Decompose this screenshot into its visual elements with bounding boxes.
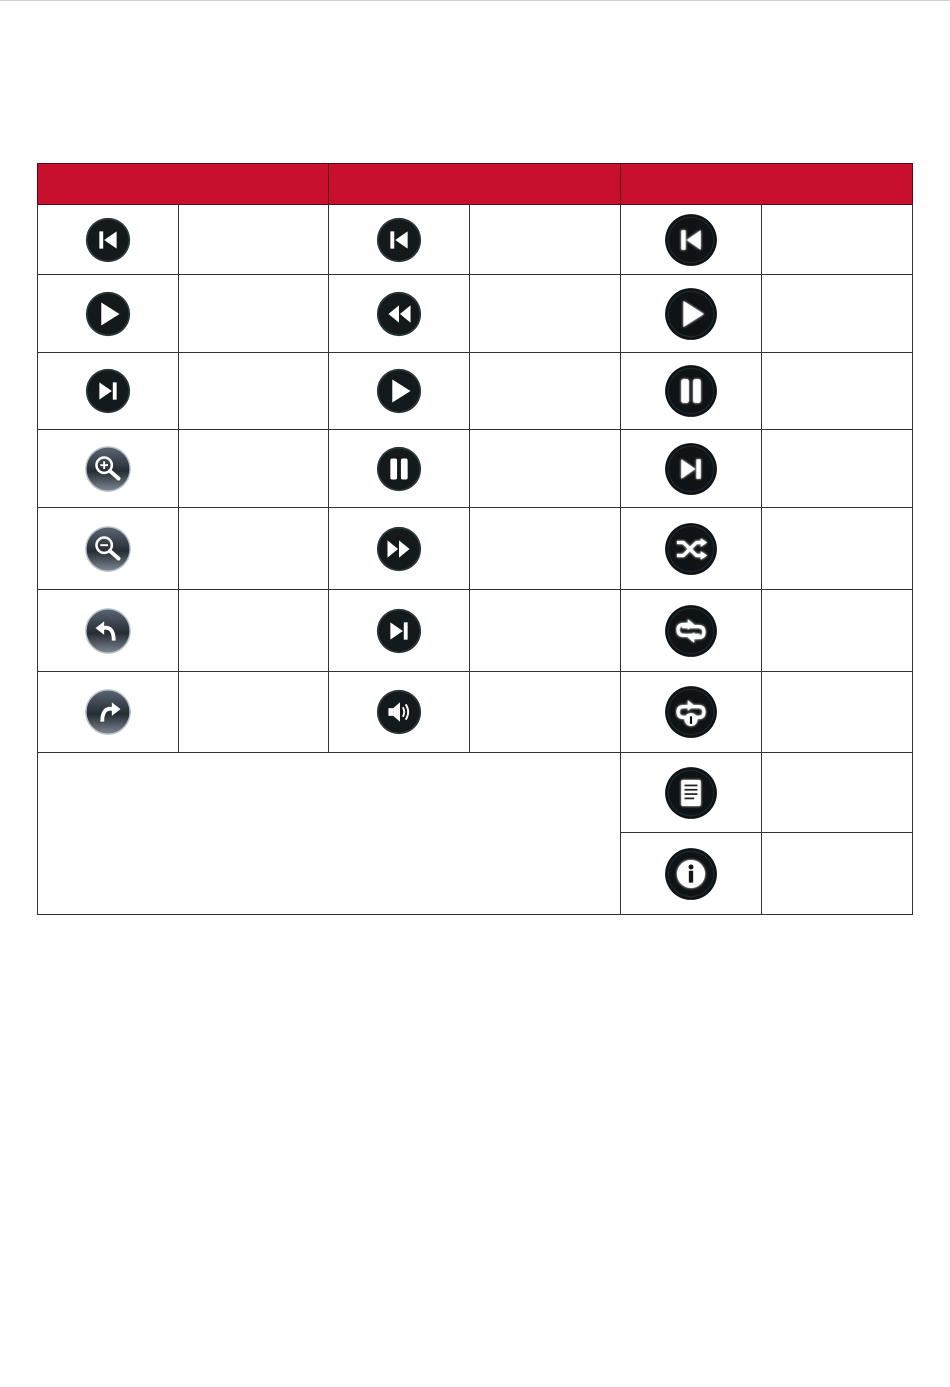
- fast-forward-icon: [375, 525, 423, 573]
- playlist-icon: [664, 766, 718, 820]
- header-video: [329, 164, 621, 205]
- previous-icon: [664, 213, 718, 267]
- zoom-out-icon: [84, 525, 132, 573]
- rotate-left-icon: [84, 607, 132, 655]
- table-header-row: [38, 164, 913, 205]
- previous-icon: [375, 216, 423, 264]
- next-icon: [664, 442, 718, 496]
- top-rule: [0, 0, 950, 1]
- table-cell-label: [179, 353, 329, 430]
- table-row: [38, 430, 913, 508]
- repeat-one-icon: [664, 685, 718, 739]
- table-cell-label: [179, 430, 329, 508]
- pause-icon: [664, 364, 718, 418]
- header-photo: [38, 164, 329, 205]
- play-icon: [84, 290, 132, 338]
- table-cell-label: [470, 430, 621, 508]
- play-icon: [664, 287, 718, 341]
- table-cell-label: [179, 508, 329, 590]
- table-row: [38, 508, 913, 590]
- previous-icon: [84, 216, 132, 264]
- table-row: [38, 205, 913, 275]
- pause-icon: [375, 445, 423, 493]
- table-cell-label: [762, 590, 913, 672]
- volume-icon: [375, 688, 423, 736]
- table-cell-label: [179, 205, 329, 275]
- table-cell-label: [762, 205, 913, 275]
- table-cell-label: [470, 590, 621, 672]
- table-cell-label: [470, 275, 621, 353]
- table-row: [38, 753, 913, 833]
- rotate-right-icon: [84, 688, 132, 736]
- info-icon: [664, 847, 718, 901]
- table-cell-label: [762, 753, 913, 833]
- table-cell-label: [179, 672, 329, 753]
- repeat-all-icon: [664, 604, 718, 658]
- table-cell-label: [762, 672, 913, 753]
- table-cell-label: [470, 205, 621, 275]
- table-row: [38, 275, 913, 353]
- table-cell-label: [762, 508, 913, 590]
- table-cell-label: [470, 508, 621, 590]
- table-cell-label: [762, 430, 913, 508]
- shuffle-icon: [664, 522, 718, 576]
- table-cell-label: [762, 275, 913, 353]
- next-icon: [375, 607, 423, 655]
- table-cell-label: [762, 833, 913, 915]
- table-row: [38, 353, 913, 430]
- header-music: [621, 164, 913, 205]
- table-cell-label: [762, 353, 913, 430]
- next-icon: [84, 367, 132, 415]
- table-cell-label: [179, 590, 329, 672]
- empty-merged-cell: [38, 753, 621, 915]
- table-row: [38, 672, 913, 753]
- play-icon: [375, 367, 423, 415]
- table-row: [38, 590, 913, 672]
- rewind-icon: [375, 290, 423, 338]
- button-reference-table: [37, 163, 913, 915]
- zoom-in-icon: [84, 445, 132, 493]
- table-cell-label: [179, 275, 329, 353]
- table-cell-label: [470, 353, 621, 430]
- table-cell-label: [470, 672, 621, 753]
